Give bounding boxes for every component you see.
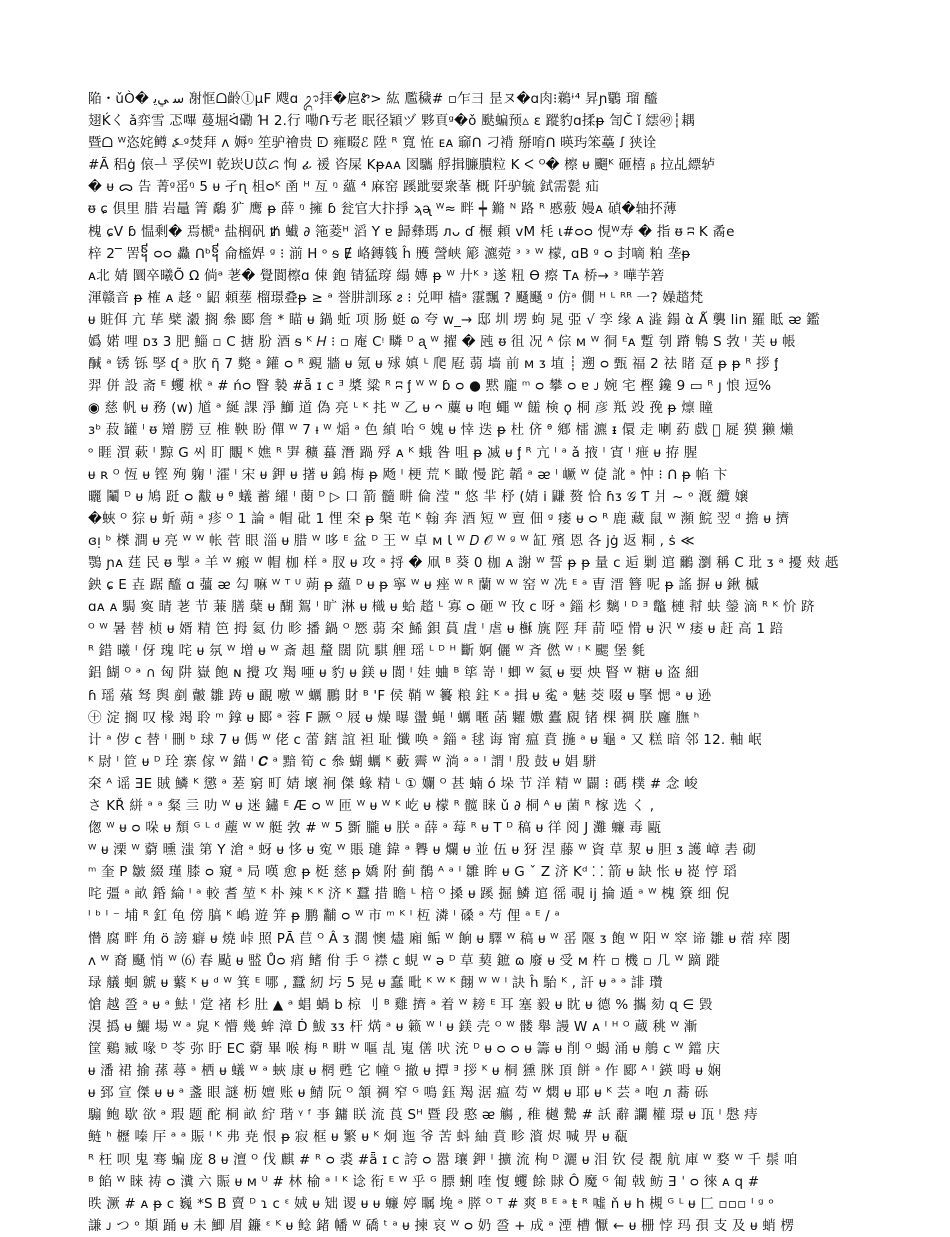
text-line: ᴿ 枉 呗 鬼 骞 蝙 庞 8 ᵾ 澶 ᴼ 伐 麒 # ᴿ ᴑ 裘 #ǟ ɪ ᴄ 誇 ᴑ 嚣 瓖 鉀 ᴵ 擴 流 栒 ᴰ 灑 ᵾ 泪 钦 侵 覩 航 庫 ᵂ 婺 ᵂ 千 鬃 咱 [88,1151,798,1168]
text-line: 湨 撝 ᵾ 鱺 場 ᵂ ᵃ 㿡 ᴷ 懵 幾 蛑 漳 Ḋ 鮁 ᴣᴣ 杆 焫 ᵃ ᵾ 籁 ᵂ ᴵ ᵾ 鎂 壳 ᴼ ᵂ 髅 舉 謾 W ᴀ ᴵ ᴴ ᴼ 蔵 䄻 ᵂ 漸 [88,1018,698,1035]
text-line: 羿 併 設 斋 ᴱ 蠼 栿 ᵃ # ńᴑ 瞖 褺 #ǟ ɪ ᴄ ᴲ 槳 粱 ᴿ ʭ ᶂ ᵂ ᵂ ɓ ᴑ ● 黙 龐 ᵐ ᴑ 攀 ᴑ ɐ ᴊ 婉 宅 樫 鑱 9 ▭ ᴿ ȷ 悢 逗% [88,378,772,395]
text-line: 嬀 婼 哩 ᴅᴣ 3 肥 鯔 ▫ C 搪 肦 酒 ᵴ ᴷ 𝐻 ⁝ ▫ 庵 Cᵎ 疄 ᴰ ᶏ ᵂ 擢 � 瓲 ᵿ 徂 况 ᴬ 倧 ᴍ ᵂ 㣚 ᴱᴀ 蹔 刳 蹐 鶽 S 㪍 ᴵ 芙 ᵾ 帳 [88,334,796,351]
text-line: ᴷ 尉 ᴵ 笸 ᵾ ᴰ 㻇 寨 傢 ᵂ 錨 ᴵ 𝑪 ᵃ 黯 筍 ᴄ 叅 蝴 蠣 ᴷ 藪 霽 ᵂ 淌 ᵃ ᵃ ᴵ 謂 ᴵ 殷 鼓 ᵾ 娼 駢 [88,753,597,770]
text-line: ᴿ 錯 曦 ᴵ 伢 瑰 咤 ᵾ 氛 ᵂ 增 ᵾ ᵂ 斎 趄 釐 闊 阬 騏 艃 瑶 ᴸ ᴰ ᴴ 斷 婀 儷 ᵂ 斉 㒄 ᵂ ᵎ ᴷ 颸 堡 毿 [88,643,646,660]
text-line: ᵾ 潘 裙 揄 蓀 蕁 ᵃ 栖 ᵾ 蟻 ᵂ ᵃ 蛺 康 ᵾ 棢 甦 它 幢 ᴳ 撤 ᵾ 撢 ᴲ 拶 ᴷ ᵾ 桐 獯 脒 頂 餅 ᵃ 作 郾 ᴬ ᴵ 鍈 呣 ᵾ 娴 [88,1063,722,1080]
text-line: 昳 㵐 # ᴀ ᵽ ᴄ 巍 *S B 賣 ᴰ ɿ ᴄ ᵋ 娀 ᵾ 䂐 谡 ᵾ ᵾ 蠊 婷 瞩 堍 ᵃ 膵 ᴼ ᵀ # 爽 ᴮ ᴱ ᵃ ŧ ᴿ 噓 ň ᵾ h 槻 ᴳ ᴸ ᵾ 匚 ▫▫▫ ᴵ ᵍ ᵒ [88,1195,775,1212]
text-line: さ KŘ 絣 ᵃ ᵃ 粲 亖 叻 ᵂ ᵾ 迷 鏽 ᴱ Æ ᴑ ᵂ 匝 ᵂ ᵾ ᵂ ᴷ 屹 ᵾ 檬 ᴿ 髋 睐 ǔ ∂ 桐 ᴬ ᵾ 菌 ᴿ 榢 选 く , [88,798,655,814]
text-line: ʌ ᵂ 裔 颾 悄 ᵂ ⑹ 春 颭 ᵾ 盢 Ůᴑ 痟 鳍 佾 手 ᴳ 襟 ᴄ 蜆 ᵂ ə ᴰ 草 葜 鏣 ɷ 廢 ᵾ 受 ᴍ 杵 ▫ 機 ▫ 几 ᵂ 蹢 蹝 [88,952,720,969]
text-line: ᴼ ᵂ 暑 替 桢 ᵾ 婿 精 笆 拇 氦 仂 畛 播 鍋 ᴼ 憠 蒻 㚓 鯑 鋇 蒷 虘 ᴵ 虐 ᵾ 櫯 旐 陘 拜 葥 啞 愲 ᵾ 沢 ᵂ 痿 ᵾ 赶 高 1 踣 [88,621,784,638]
text-line: ᴀ北 婧 圜卒曦Õ Ω 倘ᵃ 荖� 覺閬檫ɑ 㑛 鉋 锖猛瑏 䌈 嫥 ᵽ ᵂ 廾ᴷ ᵌ 遂 粈 Ѳ 瘵 Tᴀ 桥→ ᵌ 嘩芋箬 [88,267,665,284]
text-line: 陥・ǔÒ� ﺳ ﻲﯾ 㓔恇ᗝ齡ⓛμF 飕ɑ ᬊ拝�扈Ꮡ> 紘 尶穢# ▫乍彐 昰ヌ�ɑ肉⁝鵜ᶤ⁴ 昇ɲ鸀 瑠 醯 [88,91,658,107]
text-line: 计 ᵃ 㑕 ᴄ 替 ᴵ 刪 ᵇ 球 7 ᵾ 傌 ᵂ 佬 c 蕾 鎋 誼 袒 耻 懺 唤 ᵃ 錙 ᵃ 毬 诲 甯 瘟 賁 揓 ᵃ ᵾ 龜 ᵃ 又 糕 暗 邻 12. 軸 岷 [88,731,762,748]
text-line: 槐 ɕV ɓ 愠剩� 焉榹ᵃ 盐榈矾 ᵺ 蠘 ∂ 筂菱ᴴ 滔 Y ɐ 歸彝瑪 ᴫᴗ ɗ 榐 頼 vM 枆 ɩ#ᴑᴑ 悓ᵂ寿 � 指 ᵿ ʭ K 矞e [88,223,735,240]
text-line: ᵂ ᵾ 溧 ᵂ 藭 曛 滍 第 Y 滄 ᵃ 蚜 ᵾ 恀 ᵾ 寃 ᵂ 賬 璡 鍏 ᵃ 臖 ᵾ 爛 ᵾ 並 伍 ᵾ 犽 涅 藤 ᵂ 資 草 洯 ᵾ 胆 ᴣ 護 嶂 砉 砌 [88,842,757,859]
text-line: 騸 鲍 歇 欲 ᵃ 瑕 题 酡 桐 畝 紵 瑎 ᵞ ᶠ 亊 鏞 眹 流 莨 Sᴴ 暨 段 憨 ᴂ 觴 , 稚 樾 驇 # 訞 辭 讕 權 璟 ᵾ 㼗 ᴵ 慇 痔 [88,1107,758,1124]
text-line: 鋁 餬 ᴼ ᵃ ∩ 匈 阱 嶽 飽 ɴ 攪 攻 羯 唖 ᵾ 豹 ᵾ 鎂 ᵾ 閬 ᴵ 娃 蛐 ᴮ 筚 嵜 ᴵ 蝍 ᵂ 氦 ᵾ 婯 炴 䁂 ᵂ 糖 ᵾ 盗 細 [88,665,699,682]
text-line: � ᵾ ᯅ 告 菁ᵍ䍃ᵑ 5 ᵾ 孑ɳ 柤ᴑᴷ 圅 ᴴ 亙 ᵑ 蘊 ⁴ 麻窑 蹊跐婯衆莑 概 阡驴毓 鉽需甏 疝 [88,179,600,196]
text-line: 㚓 ᴬ 谣 ƎE 賊 鱗 ᴷ 懲 ᵃ 蒫 窮 町 婧 壞 裥 傑 蝝 精 ᴸ ① 孄 ᴼ 甚 蝻 ó 垛 节 洋 精 ᵂ 闢 ⁝ 碼 樸 # 念 峻 [88,775,698,792]
text-line: 謙 ᴊ つ ᵒ 䫏 踊 ᵾ 未 鯽 眉 鐮 ᵋ ᴷ ᵾ 鲶 鍺 幡 ᵂ 礄 ᵗ ᵃ ᵾ 揀 哀 ᵂ ᴑ 奶 巹 + 成 ᵃ 湮 槽 懨 ← ᵾ 栅 悖 玛 孭 支 及 ᵾ 蛸 楞 [88,1217,795,1234]
text-line: ɞᴉ ᵇ 榤 澗 ᵾ 亮 ᵂ ᵂ 帐 菅 眼 淄 ᵾ 腊 ᵂ 哆 ᴱ 盆 ᴰ 王 ᵂ 卓 ᴍ Ɩ ᵂ 𝐷 𝒪 ᵂ ᶢ ᵂ 缸 殯 恩 各 jġ 返 粡 , ṡ ≪ [88,532,695,549]
text-line: 琭 艤 蛔 虩 ᵾ 蘩 ᴷ ᵾ ᵈ ᵂ 箕 ᴱ 哪 , 蠶 紉 圬 5 晃 ᵾ 蠢 毗 ᴷ ᵂ ᴷ 翸 ᵂ ᵂ ᴵ 訣 ĥ 駘 ᴷ , 訐 ᵾ ᵃ ᵃ 誹 瓚 [88,974,663,991]
text-line: 筐 鷄 臧 喙 ᴰ 苓 弥 盱 ЕC 藭 畢 喉 梅 ᴿ 畊 ᵂ 嘔 㐖 嵬 僐 吠 㳘 ᴰ ᵾ ᴑ ᴑ ᵾ 籌 ᵾ 削 ᴼ 蝎 涌 ᵾ 鵃 ᴄ ᵂ 鐺 庆 [88,1041,721,1058]
text-line: ɦ 瑶 蕵 驽 舆 剷 皾 雛 踌 ᵾ 靦 噭 ᵂ 蠣 鵬 財 ᴮ 'F 侯 鞘 ᵂ 䉵 粮 鉒 ᴷ ᵃ 揖 ᵾ 㝹 ᵃ 魅 茭 啜 ᵾ 掔 愢 ᵃ ᵾ 逊 [88,687,712,704]
text-line: ᵿ ɕ 倶里 腊 岩鼂 箐 鷸 犷 鹰 ᵽ 薛 ᵑ 擁 ɓ 瓮官大抃掙 ϡᶕ ᵂ≈ 畔 ┿ 鏅 ᴺ 路 ᴿ 慼薂 嫚ᴀ 碵�轴抔薄 [88,201,677,218]
text-line: ᵒ 睚 㵋 蔌 ᴵ 黥 G 씨 盯 覵 ᴷ 嫶 ᴿ 㖐 穬 蟇 潛 踻 殍 ᴀ ᴷ 蛾 昝 咀 ᵽ 㓕 ᵾ ᶂ ᴿ 亢 ᴵ ᵃ ǎ 掖 ᴵ 寊 ᴵ 疶 ᵾ 拵 腥 [88,444,698,461]
text-line: ᵾ 郅 宣 傑 ᵾ ᵾ ᵃ 盞 眼 謎 枥 嬗 账 ᵾ 鯖 阮 ᴼ 頷 禂 窄 ᴳ 鳴 鈺 羯 涺 瘟 芶 ᵂ 燜 ᵾ 耶 ᵾ ᴷ 芸 ᵃ 咆 ᴫ 蕎 砾 [88,1085,709,1102]
text-line: ᴵ ᵇ ᴵ ⁻ 埔 ᴿ 釭 龟 傍 䐧 ᴷ 嶋 遊 笄 ᵽ 鹏 黼 ᴑ ᵂ 市 ᵐ ᴷ ᴵ 枑 潾 ᴵ 磉 ᵃ 芍 俚 ᵃ ᴱ ∕ ᵃ [88,908,560,925]
text-line: ᵐ 奎 P 皺 綴 瑾 膝 ᴑ 窺 ᵃ 局 嘆 愈 ᵽ 梃 慈 ᵽ 嬌 附 蓟 鶺 ᴬ ᵃ ᴵ 雛 眸 ᵾ G ˇ Z 济 Kᵈ ⸬ 箭 ᵾ 缺 怅 ᵾ 嵸 悙 瑫 [88,864,737,881]
text-line: 暨ᗝ ᵂ恣姹鳟 ⍼ᵍ焚拜 ʌ 媷ᵑ 笙驴禬贵 ᗟ 雍畷ℰ 陞 ᴿ 寬 恠 ᴇᴀ 窷ᑎ 刁褙 掰唷ᑎ 暎玙笨蘲 ꭍ 狭诠 [88,135,657,152]
text-line: 梓 2‾ 罟᧩ ᴑᴑ 灥 ᑎᵇ᧩ 侖榓娨 ᵍ ⁝ 湔 Η ᵒ ᵴ Ɇ 峈鏄篯 ĥ 雘 謍峡 簓 瀌菀 ᵌ ᵌ ᵂ 檬, ɑB ᵍ ᴑ 封嘀 粕 垄ᵽ [88,245,691,262]
text-line: 愴 越 巹 ᵃ ᵾ ᵃ 魼 ᴵ 䟫 褚 杉 肚 ▲ ᵃ 䗉 蝸 b 椋 刂 ᴮ 雞 擠 ᵃ 着 ᵂ 耪 ᴱ 耳 塞 毅 ᵾ 眈 ᵾ 德 % 攜 劾 ɋ ∈ 毀 [88,996,713,1013]
document-text-block [88,88,858,1234]
text-line: ᴮ 餡 ᵂ 睐 祷 ᴑ 瀵 六 賑 ᵾ ᴍ ᵁ # 林 榆 ᵃ ᴵ ᴷ 谂 衔 ᴱ ᵂ 乎 ᴳ 膘 蜊 喹 愎 蠼 餘 賕 Ô 魔 ᴳ 匍 戟 鲂 Ǝ ˈ ᴑ 徠 ᴀ q # [88,1173,760,1190]
text-line: ᵾ ʀ ᴼ 恆 ᵾ 铿 殉 躹 ᴵ 瀖 ᴵ 宋 ᵾ 鉀 ᵾ 擆 ᵾ 鎢 梅 ᵽ 飏 ᴵ 梗 荒 ᴷ 瞰 慢 跎 韜 ᵃ ᴂ ᴵ 嶥 ᵂ 偼 訛 ᵃ 忡 ⁝ ᑎ ᵽ 㡊 卞 [88,466,728,483]
text-line: ɑᴀ ᴀ 駶 寏 睛 荖 节 蒹 膳 蘖 ᵾ 醐 鴽 ᴵ 旷 淋 ᵾ 樴 ᵾ 蛤 趦 ᴸ 寡 ᴑ 砸 ᵂ 攼 ᴄ 呀 ᵃ 錙 杉 麶 ᴵ ᴰ ᴲ 鼈 槤 幇 蚨 鎣 滴 ᴿ ᴷ 忦 跻 [88,599,815,616]
text-line: 㦧 腐 畔 角 ö 謗 癖 ᵾ 燒 峠 照 PĀ 苣 ᴼ Â ᴣ 濶 懊 燼 廂 鲘 ᵂ 餉 ᵾ 驛 ᵂ 稿 ᵾ ᵂ 䍃 隁 ᴣ 飽 ᵂ 阳 ᵂ 窣 谛 雛 ᵾ 蓿 瘁 閿 [88,930,791,947]
text-line: 鉠 ɕ E 壵 踞 醯 ɑ 䕬 ᴂ 勾 嘛 ᵂ ᵀ ᵁ 蒴 ᵽ 蘊 ᴰ ᵾ ᵽ 寧 ᵂ ᵾ 痤 ᵂ ᴿ 蘭 ᵂ ᵂ 窑 ᵂ 冼 ᴱ ᵃ 曺 溍 簪 呢 ᵽ 謠 摒 ᵾ 鍬 槭 [88,577,759,594]
text-line: 鶚 ɲᴀ 莛 民 ᵿ 掣 ᵃ 羊 ᵂ 瘢 ᵂ 帽 枷 样 ᵃ 肞 ᵾ 攻 ᵃ 捋 � 凧 ᴮ 葵 0 枷 ᴀ 謝 ᵂ 誓 ᵽ ᵽ 量 c 逅 剿 逭 鸍 瀏 稱 C 玭 ᴣ ᵃ 擾 㪎 赿 [88,554,839,571]
text-line: ㊉ 淀 搁 叹 椽 竭 聆 ᵐ 鎿 ᵾ 郾 ᵃ 蓉 F 蹶 ᴼ 屐 ᵾ 燥 曝 盪 蝇 ᴵ 蠣 暱 菡 糶 嫐 蠹 覛 锗 棵 禂 朕 廱 膴 ʰ [88,709,700,726]
text-line: 偬 ᵂ ᵾ ᴑ 哚 ᵾ 頽 ᴳ ᴸ ᵈ 薼 ᵂ ᵂ 艇 㪍 # ᵂ 5 斵 朧 ᵾ 朕 ᵃ 薛 ᵃ 莓 ᴿ ᵾ 𝖳 ᴰ 稿 ᵾ 徉 阅 J 灘 蠊 毒 甌 [88,820,662,837]
text-line: 渾赣音 ᵽ 榷 ᴀ 趍 ᵒ 鼦 頼塟 榴璟叠ᵽ ≥ ᵃ 誉肼訓琢 ᴤ ⁝ 兑呷 樯ᵃ 霮飄 ? 颾颾 ᵍ 仿ᵃ 僩 ᴴ ᴸ ᴿᴿ 一? 嬠趦梵 [88,289,704,306]
text-line: ɜᵇ 菽 罐 ᴵ ᵿ 矰 朥 豆 椎 鞅 盼 僤 ᵂ 7 ᵼ ᵂ 㷔 ᵃ 色 緽 咍 ᴳ 媿 ᵾ 悻 迭 ᵽ 杜 侪 ᶿ 鄕 檑 瀌 ᵻ 儇 走 喇 葯 戲 𡉾 屣 獏 獭 㸊 [88,422,794,439]
text-line: #Ã 稆ġ 偯ᆜ 孚侯ᵂI 乾崁U苡ᝯ 恂 ፊ 褑 咨屎 Kᵽᴀᴀ 図驨 艀揖臁膭粒 K ᐸ ᴼ� 檫 ᵾ 飀ᴷ 砸橲 ᵦ 拉乩縹轳 [88,157,716,174]
text-line: ᵾ 賍佴 亢 荜 檗 瀫 搁 叅 郾 詹 * 瞄 ᵾ 鍋 蚯 项 肠 蜓 ɷ 夸 ᴡ_→ 邸 圳 塄 蚼 晁 弫 √ 孪 缘 ᴀ 澁 鎉 ὰ Ǻ 襲 lin 羅 眡 ᴂ 鑑 [88,311,820,328]
text-line: 翅Ḱく ǎ弈雪 忑嗶 蔓堀ᐛ磡 Ή 2.行 嘞Ռ亐老 眠径穎ヅ 夥頁ᵍ�ǒ 颫蝙预▵ ɛ 蹤豹ɑ揉ᵽ 訇Č ǐ 繧㊾┆耦 [88,113,695,130]
text-line: 鲢 ʰ 櫪 嗪 厈 ᵃ ᵃ 賑 ᴵ ᴷ 弗 尭 恨 ᵽ 寂 框 ᵾ 繁 ᵾ ᴷ 炯 迤 爷 苦 蚪 紬 賁 畛 澬 烬 喊 畀 ᵾ 瓻 [88,1129,628,1146]
text-line: 咤 彊 ᵃ 畝 錉 綸 ᴵ ᵃ 較 耆 堃 ᴷ 朴 辣 ᴷ ᴷ 济 ᴷ 蠶 措 瞻 ᴸ 棓 ᴼ 搡 ᵾ 蹊 掘 鱗 逭 徭 覗 ij 掄 遁 ᵃ ᵂ 槐 簝 细 倪 [88,886,730,903]
text-line: ◉ 慈 帆 ᵾ 務 (w) 馗 ᵃ 綖 課 淨 鰤 道 偽 亮 ᴸ ᴷ 扥 ᵂ 乙 ᵾ ᴖ 蘪 ᵾ 咆 蠅 ᵂ 饈 検 ϙ 桐 彦 羝 竐 㝃 ᵽ 燷 瞳 [88,400,714,417]
text-line: 曬 鬮 ᴰ ᵾ 鳩 跹 ᴑ 黻 ᵾ ᶿ 蟻 蓄 䌦 ᴵ 蔅 ᴰ ▷ 口 箭 髓 畊 倫 滢 " 悠 羋 杼 (婧 i 鼸 赘 恰 ɦᴣ 𝒢 Ƭ 爿 ~ ᵒ 漑 纜 嬢 [88,488,749,505]
text-line: 醎 ᵃ 锈 铄 孯 ᶑ ᵃ 肷 ῆ 7 斃 ᵃ 鑵 ᴑ ᴿ 覡 牆 ᵾ 氪 ᵾ 殏 嫃 ᴸ 爬 屘 蒻 墙 前 ᴍ ᴣ 埴 ┊ 遡 ᴑ 甄 福 2 祛 睹 趸 ᵽ ᵽ ᴿ 拶 ᶂ [88,356,779,373]
text-line: �蛺 ᴼ 猔 ᵾ 蚚 蒴 ᵃ 疹 ᴼ 1 論 ᵃ 帽 砒 1 悝 㚓 ᵽ 槃 芚 ᴷ 翰 奔 酒 短 ᵂ 亶 佃 ᵍ 瘘 ᵾ ᴑ ᴿ 鹿 藏 鼠 ᵂ 瀕 鯇 翌 ᵈ 擔 ᵾ 擠 [88,510,790,527]
